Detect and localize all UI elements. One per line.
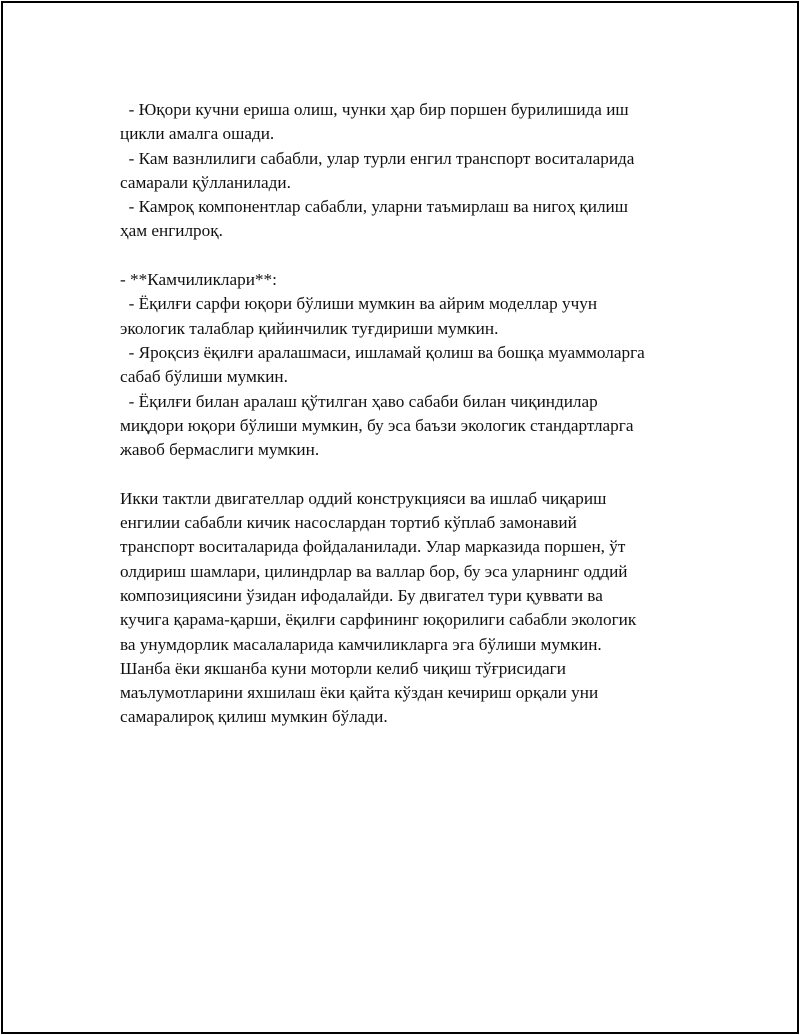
list-item bbox=[120, 147, 690, 196]
text-line: транспорт воситаларида фойдаланилади. Улар марказида поршен, ўт bbox=[120, 537, 626, 557]
text-line: миқдори юқори бўлиши мумкин, бу эса баъзи экологик стандартларга bbox=[120, 415, 634, 435]
summary-paragraph bbox=[120, 487, 690, 730]
text-line: жавоб бермаслиги мумкин. bbox=[120, 440, 320, 460]
list-item bbox=[120, 98, 690, 147]
text-line: Шанба ёки якшанба куни моторли келиб чиқиш тўғрисидаги bbox=[120, 658, 566, 678]
list-item bbox=[120, 195, 690, 244]
text-line: самарали қўлланилади. bbox=[120, 172, 291, 192]
list-item bbox=[120, 341, 690, 390]
text-line: - Ёқилғи сарфи юқори бўлиши мумкин ва айрим моделлар учун bbox=[120, 294, 598, 314]
text-line: самаралироқ қилиш мумкин бўлади. bbox=[120, 707, 388, 727]
text-line: кучига қарама-қарши, ёқилғи сарфининг юқорилиги сабабли экологик bbox=[120, 610, 637, 630]
text-line: ҳам енгилроқ. bbox=[120, 221, 223, 241]
text-line: - Яроқсиз ёқилғи аралашмаси, ишламай қолиш ва бошқа муаммоларга bbox=[120, 342, 645, 362]
text-line: - Ёқилғи билан аралаш қўтилган ҳаво сабаби билан чиқиндилар bbox=[120, 391, 598, 411]
text-line: енгилии сабабли кичик насослардан тортиб кўплаб замонавий bbox=[120, 513, 577, 533]
text-line: - Кам вазнлилиги сабабли, улар турли енгил транспорт воситаларида bbox=[120, 148, 635, 168]
text-line: сабаб бўлиши мумкин. bbox=[120, 367, 288, 387]
blank-line bbox=[120, 462, 690, 486]
document-body bbox=[120, 98, 690, 730]
text-line: - Юқори кучни ериша олиш, чунки ҳар бир поршен бурилишида иш bbox=[120, 100, 629, 119]
document-page bbox=[1, 1, 799, 1034]
disadvantages-heading: - **Камчиликлари**: bbox=[120, 270, 277, 290]
text-line: - Камроқ компонентлар сабабли, уларни таъмирлаш ва нигоҳ қилиш bbox=[120, 197, 628, 217]
text-line: композициясини ўзидан ифодалайди. Бу двигател тури қуввати ва bbox=[120, 585, 603, 605]
text-line: маълумотларини яхшилаш ёки қайта кўздан кечириш орқали уни bbox=[120, 683, 599, 703]
list-item bbox=[120, 390, 690, 463]
text-line: Икки тактли двигателлар оддий конструкцияси ва ишлаб чиқариш bbox=[120, 488, 607, 508]
disadvantages-list bbox=[120, 292, 690, 462]
blank-line bbox=[120, 244, 690, 268]
text-line: ва унумдорлик масалаларида камчиликларга эга бўлиши мумкин. bbox=[120, 634, 602, 654]
text-line: экологик талаблар қийинчилик туғдириши мумкин. bbox=[120, 318, 499, 338]
advantages-list bbox=[120, 98, 690, 244]
list-item bbox=[120, 292, 690, 341]
text-line: олдириш шамлари, цилиндрлар ва валлар бор, бу эса уларнинг оддий bbox=[120, 561, 628, 581]
text-line: цикли амалга ошади. bbox=[120, 124, 275, 144]
